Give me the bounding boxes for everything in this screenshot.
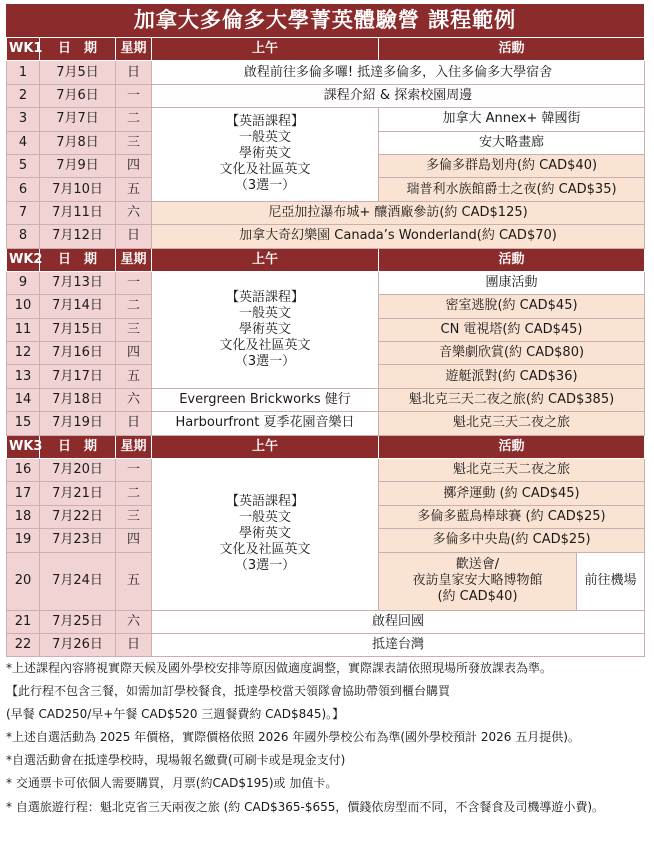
activity-cell: 魁北克三天二夜之旅(約 CAD$385) xyxy=(379,388,645,411)
weekday-cell: 六 xyxy=(116,610,152,633)
date-cell: 7月11日 xyxy=(40,201,116,224)
date-header: 日 期 xyxy=(40,435,116,458)
weekday-cell: 五 xyxy=(116,365,152,388)
full-day-activity: 啟程回國 xyxy=(152,610,645,633)
day-number: 14 xyxy=(7,388,40,411)
date-cell: 7月9日 xyxy=(40,154,116,177)
table-row xyxy=(7,388,645,411)
table-row xyxy=(7,610,645,633)
weekday-cell: 日 xyxy=(116,225,152,248)
activity-line: 夜訪皇家安大略博物館 xyxy=(412,573,543,589)
activity-cell: 團康活動 xyxy=(379,271,645,294)
page-title: 加拿大多倫多大學菁英體驗營 課程範例 xyxy=(6,4,644,37)
table-row xyxy=(7,633,645,656)
week-label: WK1 xyxy=(7,38,40,61)
weekday-cell: 二 xyxy=(116,482,152,505)
date-cell: 7月7日 xyxy=(40,108,116,131)
date-cell: 7月10日 xyxy=(40,178,116,201)
weekday-cell: 三 xyxy=(116,318,152,341)
date-cell: 7月25日 xyxy=(40,610,116,633)
english-course-line: 文化及社區英文 xyxy=(219,542,311,558)
day-number: 12 xyxy=(7,342,40,365)
date-cell: 7月26日 xyxy=(40,633,116,656)
weekday-cell: 五 xyxy=(116,552,152,610)
schedule-table xyxy=(6,37,645,657)
note-line: *自選活動會在抵達學校時，現場報名繳費(可刷卡或是現金支付) xyxy=(6,753,346,767)
day-number: 3 xyxy=(7,108,40,131)
activity-cell: 遊艇派對(約 CAD$36) xyxy=(379,365,645,388)
day-number: 13 xyxy=(7,365,40,388)
weekday-cell: 四 xyxy=(116,529,152,552)
english-course-cell xyxy=(152,271,379,388)
note-line: (早餐 CAD250/早+午餐 CAD$520 三週餐費約 CAD$845)。】 xyxy=(6,707,345,721)
week-header-row xyxy=(7,435,645,458)
table-row xyxy=(7,225,645,248)
date-cell: 7月16日 xyxy=(40,342,116,365)
full-day-activity: 課程介紹 & 探索校園周邊 xyxy=(152,84,645,107)
activity-cell: 多倫多中央島(約 CAD$25) xyxy=(379,529,645,552)
day-number: 15 xyxy=(7,412,40,435)
weekday-cell: 二 xyxy=(116,295,152,318)
english-course-line: （3選一） xyxy=(234,353,296,369)
weekday-header: 星期 xyxy=(116,38,152,61)
day-number: 2 xyxy=(7,84,40,107)
note-line: *上述課程內容將視實際天候及國外學校安排等原因做適度調整，實際課表請依照現場所發放課表為準。 xyxy=(6,661,553,675)
day-number: 1 xyxy=(7,61,40,84)
date-cell: 7月23日 xyxy=(40,529,116,552)
english-course-line: 一般英文 xyxy=(238,510,291,526)
weekday-cell: 日 xyxy=(116,633,152,656)
day-number: 4 xyxy=(7,131,40,154)
morning-header: 上午 xyxy=(152,38,379,61)
table-row xyxy=(7,84,645,107)
full-day-activity: 尼亞加拉瀑布城+ 釀酒廠參訪(約 CAD$125) xyxy=(152,201,645,224)
note-line: * 交通票卡可依個人需要購買，月票(約CAD$195)或 加值卡。 xyxy=(6,776,338,790)
english-course-line: 一般英文 xyxy=(238,305,291,321)
english-course-line: 【英語課程】 xyxy=(225,494,304,510)
date-cell: 7月5日 xyxy=(40,61,116,84)
weekday-cell: 一 xyxy=(116,459,152,482)
weekday-cell: 日 xyxy=(116,412,152,435)
activity-cell: 擲斧運動 (約 CAD$45) xyxy=(379,482,645,505)
weekday-cell: 日 xyxy=(116,61,152,84)
weekday-cell: 一 xyxy=(116,84,152,107)
note-line: 【此行程不包含三餐，如需加訂學校餐食，抵達學校當天領隊會協助帶領到櫃台購買 xyxy=(6,684,451,698)
footnotes xyxy=(6,657,646,817)
english-course-cell xyxy=(152,108,379,202)
weekday-cell: 六 xyxy=(116,388,152,411)
weekday-header: 星期 xyxy=(116,435,152,458)
activity-cell xyxy=(379,552,577,610)
date-cell: 7月21日 xyxy=(40,482,116,505)
day-number: 8 xyxy=(7,225,40,248)
table-row xyxy=(7,201,645,224)
date-cell: 7月8日 xyxy=(40,131,116,154)
weekday-cell: 三 xyxy=(116,505,152,528)
activity-cell: 密室逃脫(約 CAD$45) xyxy=(379,295,645,318)
day-number: 6 xyxy=(7,178,40,201)
english-course-line: 學術英文 xyxy=(238,146,291,162)
english-course-line: 一般英文 xyxy=(238,130,291,146)
table-row xyxy=(7,412,645,435)
day-number: 16 xyxy=(7,459,40,482)
weekday-cell: 五 xyxy=(116,178,152,201)
morning-header: 上午 xyxy=(152,248,379,271)
day-number: 9 xyxy=(7,271,40,294)
english-course-line: 【英語課程】 xyxy=(225,289,304,305)
date-cell: 7月15日 xyxy=(40,318,116,341)
activity-header: 活動 xyxy=(379,435,645,458)
date-header: 日 期 xyxy=(40,248,116,271)
week-header-row xyxy=(7,248,645,271)
activity-header: 活動 xyxy=(379,248,645,271)
english-course-line: 學術英文 xyxy=(238,526,291,542)
secondary-activity-cell: 前往機場 xyxy=(577,552,645,610)
day-number: 5 xyxy=(7,154,40,177)
note-line: *上述自選活動為 2025 年價格，實際價格依照 2026 年國外學校公布為準(國外學校預計 2026 五月提供)。 xyxy=(6,730,580,744)
activity-header: 活動 xyxy=(379,38,645,61)
full-day-activity: 啟程前往多倫多囉! 抵達多倫多，入住多倫多大學宿舍 xyxy=(152,61,645,84)
table-row xyxy=(7,108,645,131)
table-row xyxy=(7,459,645,482)
table-row xyxy=(7,271,645,294)
morning-activity: Evergreen Brickworks 健行 xyxy=(152,388,379,411)
english-course-line: 文化及社區英文 xyxy=(219,337,311,353)
morning-header: 上午 xyxy=(152,435,379,458)
day-number: 7 xyxy=(7,201,40,224)
english-course-line: （3選一） xyxy=(234,178,296,194)
activity-line: (約 CAD$40) xyxy=(437,589,518,605)
table-row xyxy=(7,61,645,84)
date-cell: 7月12日 xyxy=(40,225,116,248)
date-cell: 7月17日 xyxy=(40,365,116,388)
date-cell: 7月24日 xyxy=(40,552,116,610)
activity-cell: 魁北克三天二夜之旅 xyxy=(379,412,645,435)
day-number: 22 xyxy=(7,633,40,656)
activity-cell: 加拿大 Annex+ 韓國街 xyxy=(379,108,645,131)
weekday-cell: 一 xyxy=(116,271,152,294)
weekday-cell: 六 xyxy=(116,201,152,224)
day-number: 11 xyxy=(7,318,40,341)
english-course-line: 文化及社區英文 xyxy=(219,162,311,178)
date-header: 日 期 xyxy=(40,38,116,61)
week-header-row xyxy=(7,38,645,61)
week-label: WK3 xyxy=(7,435,40,458)
weekday-cell: 四 xyxy=(116,154,152,177)
date-cell: 7月19日 xyxy=(40,412,116,435)
full-day-activity: 加拿大奇幻樂園 Canada’s Wonderland(約 CAD$70) xyxy=(152,225,645,248)
date-cell: 7月20日 xyxy=(40,459,116,482)
note-line: * 自選旅遊行程：魁北克省三天兩夜之旅 (約 CAD$365-$655，價錢依房型而不同，不含餐食及司機導遊小費)。 xyxy=(6,800,605,814)
activity-cell: 魁北克三天二夜之旅 xyxy=(379,459,645,482)
english-course-cell xyxy=(152,459,379,611)
full-day-activity: 抵達台灣 xyxy=(152,633,645,656)
date-cell: 7月6日 xyxy=(40,84,116,107)
day-number: 10 xyxy=(7,295,40,318)
date-cell: 7月22日 xyxy=(40,505,116,528)
date-cell: 7月18日 xyxy=(40,388,116,411)
english-course-line: （3選一） xyxy=(234,558,296,574)
week-label: WK2 xyxy=(7,248,40,271)
activity-cell: CN 電視塔(約 CAD$45) xyxy=(379,318,645,341)
weekday-header: 星期 xyxy=(116,248,152,271)
english-course-line: 學術英文 xyxy=(238,321,291,337)
weekday-cell: 四 xyxy=(116,342,152,365)
activity-cell: 音樂劇欣賞(約 CAD$80) xyxy=(379,342,645,365)
activity-cell: 多倫多群島划舟(約 CAD$40) xyxy=(379,154,645,177)
day-number: 20 xyxy=(7,552,40,610)
day-number: 19 xyxy=(7,529,40,552)
day-number: 21 xyxy=(7,610,40,633)
weekday-cell: 三 xyxy=(116,131,152,154)
date-cell: 7月13日 xyxy=(40,271,116,294)
date-cell: 7月14日 xyxy=(40,295,116,318)
activity-cell: 瑞普利水族館爵士之夜(約 CAD$35) xyxy=(379,178,645,201)
english-course-line: 【英語課程】 xyxy=(225,114,304,130)
activity-line: 歡送會/ xyxy=(455,557,500,573)
day-number: 17 xyxy=(7,482,40,505)
activity-cell: 多倫多藍鳥棒球賽 (約 CAD$25) xyxy=(379,505,645,528)
morning-activity: Harbourfront 夏季花園音樂日 xyxy=(152,412,379,435)
weekday-cell: 二 xyxy=(116,108,152,131)
day-number: 18 xyxy=(7,505,40,528)
activity-cell: 安大略畫廊 xyxy=(379,131,645,154)
